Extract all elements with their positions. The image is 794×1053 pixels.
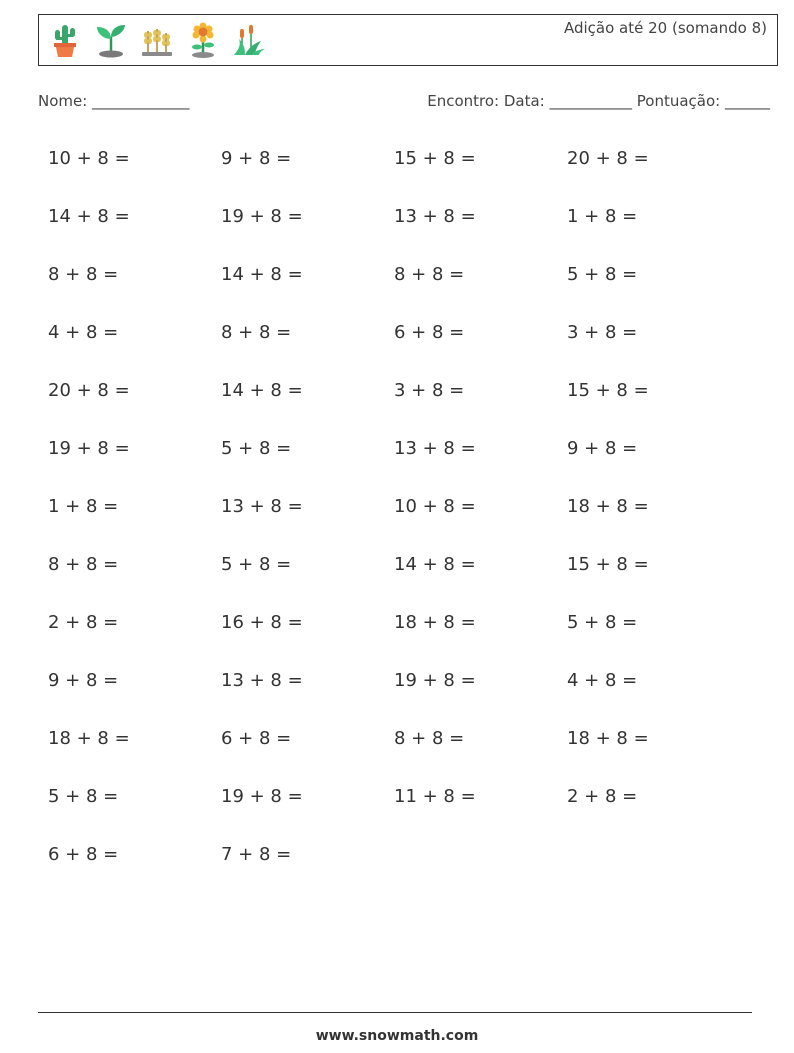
problem-item: 4 + 8 =: [48, 322, 119, 343]
problem-item: 5 + 8 =: [221, 554, 292, 575]
problem-item: 6 + 8 =: [394, 322, 465, 343]
cattail-icon: [231, 21, 267, 59]
sunflower-icon: [185, 21, 221, 59]
problem-item: 8 + 8 =: [394, 728, 465, 749]
problem-item: 8 + 8 =: [48, 264, 119, 285]
problem-item: 4 + 8 =: [567, 670, 638, 691]
problem-item: 2 + 8 =: [48, 612, 119, 633]
problem-item: 6 + 8 =: [221, 728, 292, 749]
problem-item: 19 + 8 =: [221, 786, 303, 807]
problem-item: 18 + 8 =: [394, 612, 476, 633]
problem-item: 13 + 8 =: [394, 438, 476, 459]
footer-divider: [38, 1012, 752, 1013]
problem-item: 5 + 8 =: [567, 612, 638, 633]
problem-item: 10 + 8 =: [48, 148, 130, 169]
problem-item: 3 + 8 =: [567, 322, 638, 343]
problem-item: 19 + 8 =: [221, 206, 303, 227]
name-field-label: Nome: _____________: [38, 92, 190, 110]
cactus-icon: [47, 21, 83, 59]
problem-item: 18 + 8 =: [48, 728, 130, 749]
problem-item: 19 + 8 =: [394, 670, 476, 691]
problem-item: 1 + 8 =: [567, 206, 638, 227]
problem-item: 13 + 8 =: [221, 670, 303, 691]
problem-item: 6 + 8 =: [48, 844, 119, 865]
problem-item: 8 + 8 =: [394, 264, 465, 285]
header-icons: [47, 21, 267, 59]
problem-item: 15 + 8 =: [567, 554, 649, 575]
problem-item: 13 + 8 =: [221, 496, 303, 517]
problem-item: 18 + 8 =: [567, 728, 649, 749]
worksheet-header: [38, 14, 778, 66]
problem-item: 15 + 8 =: [567, 380, 649, 401]
student-info-row: [38, 92, 778, 116]
problem-item: 14 + 8 =: [48, 206, 130, 227]
problem-item: 9 + 8 =: [48, 670, 119, 691]
problem-item: 9 + 8 =: [221, 148, 292, 169]
problem-item: 7 + 8 =: [221, 844, 292, 865]
problem-item: 14 + 8 =: [221, 264, 303, 285]
problem-item: 15 + 8 =: [394, 148, 476, 169]
problem-item: 16 + 8 =: [221, 612, 303, 633]
problem-item: 8 + 8 =: [48, 554, 119, 575]
problem-item: 3 + 8 =: [394, 380, 465, 401]
seedling-icon: [93, 21, 129, 59]
problem-item: 19 + 8 =: [48, 438, 130, 459]
problem-item: 5 + 8 =: [48, 786, 119, 807]
problem-item: 5 + 8 =: [567, 264, 638, 285]
problem-item: 20 + 8 =: [567, 148, 649, 169]
problem-item: 5 + 8 =: [221, 438, 292, 459]
problem-item: 9 + 8 =: [567, 438, 638, 459]
worksheet-title: Adição até 20 (somando 8): [563, 19, 767, 37]
problem-item: 10 + 8 =: [394, 496, 476, 517]
problem-item: 20 + 8 =: [48, 380, 130, 401]
date-score-field-label: Encontro: Data: ___________ Pontuação: ______: [427, 92, 770, 110]
problem-item: 1 + 8 =: [48, 496, 119, 517]
problem-item: 11 + 8 =: [394, 786, 476, 807]
problem-item: 18 + 8 =: [567, 496, 649, 517]
wheat-icon: [139, 21, 175, 59]
problem-item: 8 + 8 =: [221, 322, 292, 343]
problem-item: 13 + 8 =: [394, 206, 476, 227]
problem-item: 14 + 8 =: [394, 554, 476, 575]
problem-item: 2 + 8 =: [567, 786, 638, 807]
problem-item: 14 + 8 =: [221, 380, 303, 401]
footer-url: www.snowmath.com: [315, 1028, 479, 1044]
